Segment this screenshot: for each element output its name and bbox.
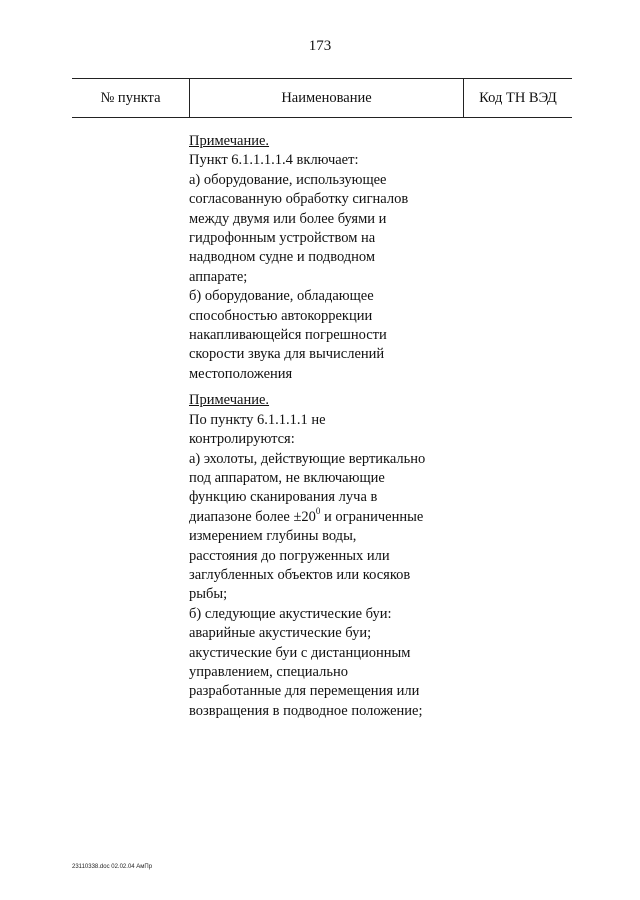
- header-item-number: № пункта: [100, 90, 161, 106]
- text-line: аппарате;: [189, 268, 248, 285]
- text-line: согласованную обработку сигналов: [189, 191, 409, 208]
- header-name: Наименование: [281, 90, 372, 106]
- text-line: под аппаратом, не включающие: [189, 469, 385, 486]
- note-2-lines-after: [189, 527, 489, 721]
- text-line: заглубленных объектов или косяков: [189, 566, 411, 583]
- text-line: Пункт 6.1.1.1.1.4 включает:: [189, 152, 359, 169]
- degree-line-suffix: и ограниченные: [320, 508, 424, 525]
- text-line: между двумя или более буями и: [189, 210, 387, 227]
- text-line: функцию сканирования луча в: [189, 489, 378, 506]
- text-line: управлением, специально: [189, 663, 348, 680]
- page-number: 173: [308, 38, 332, 54]
- note-1: [189, 132, 489, 384]
- text-line: гидрофонным устройством на: [189, 230, 376, 247]
- text-line: рыбы;: [189, 586, 228, 603]
- text-line: способностью автокоррекции: [189, 307, 373, 324]
- text-line: накапливающейся погрешности: [189, 327, 387, 344]
- note-2: [189, 391, 489, 721]
- footer-filename: 23110338.doc 02.02.04 АмПр: [72, 864, 153, 870]
- header-code: Код ТН ВЭД: [479, 90, 557, 106]
- text-line: аварийные акустические буи;: [189, 625, 372, 642]
- text-line: б) оборудование, обладающее: [189, 288, 374, 305]
- text-line: а) эхолоты, действующие вертикально: [189, 450, 426, 467]
- text-line: скорости звука для вычислений: [189, 346, 385, 363]
- degree-superscript: 0: [315, 505, 321, 516]
- text-line: контролируются:: [189, 431, 295, 448]
- degree-line-prefix: диапазоне более ±20: [189, 508, 316, 525]
- note-1-lines: [189, 151, 489, 384]
- text-line: расстояния до погруженных или: [189, 547, 390, 564]
- text-line: надводном судне и подводном: [189, 249, 376, 266]
- table-header: [72, 78, 572, 118]
- text-line: а) оборудование, использующее: [189, 171, 387, 188]
- note-1-title: Примечание.: [189, 133, 270, 149]
- note-2-title: Примечание.: [189, 392, 270, 409]
- degree-line: [189, 505, 489, 527]
- note-2-lines-before: [189, 411, 489, 508]
- content-column: [189, 132, 489, 728]
- text-line: возвращения в подводное положение;: [189, 702, 423, 719]
- text-line: акустические буи с дистанционным: [189, 644, 411, 661]
- text-line: измерением глубины воды,: [189, 528, 357, 545]
- text-line: разработанные для перемещения или: [189, 683, 420, 700]
- text-line: б) следующие акустические буи:: [189, 605, 392, 622]
- text-line: По пункту 6.1.1.1.1 не: [189, 411, 326, 428]
- text-line: местоположения: [189, 365, 293, 382]
